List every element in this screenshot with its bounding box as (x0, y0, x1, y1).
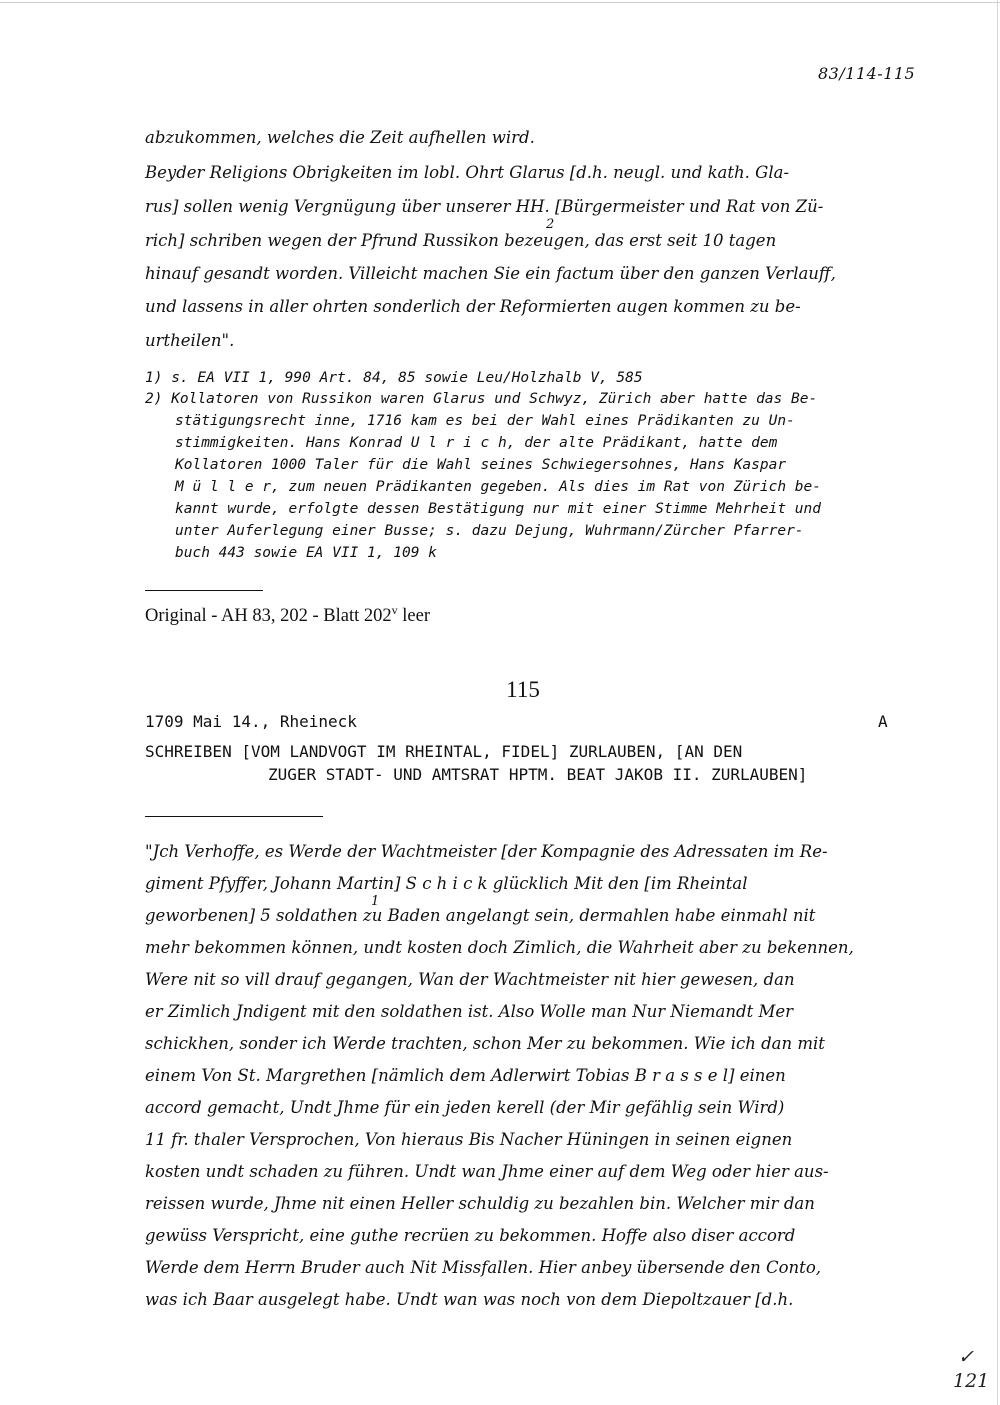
original-source-line (145, 603, 430, 627)
body-text-line: mehr bekommen können, undt kosten doch Zimlich, die Wahrheit aber zu bekennen, (145, 938, 854, 957)
handwritten-folio-number: 121 (953, 1370, 990, 1392)
prev-text-line: Beyder Religions Obrigkeiten im lobl. Ohrt Glarus [d.h. neugl. und kath. Gla- (145, 163, 790, 182)
original-text: Original - AH 83, 202 - Blatt 202 (145, 606, 392, 627)
footnote-line: buch 443 sowie EA VII 1, 109 k (175, 545, 437, 561)
body-text-line: kosten undt schaden zu führen. Undt wan Jhme einer auf dem Weg oder hier aus- (145, 1162, 829, 1181)
prev-text-line: rich] schriben wegen der Pfrund Russikon bezeugen, das erst seit 10 tagen (145, 231, 777, 250)
body-text-line: schickhen, sonder ich Werde trachten, schon Mer zu bekommen. Wie ich dan mit (145, 1034, 825, 1053)
footnote-line: 2) Kollatoren von Russikon waren Glarus und Schwyz, Zürich aber hatte das Be- (145, 391, 818, 407)
prev-text-line: rus] sollen wenig Vergnügung über unserer HH. [Bürgermeister und Rat von Zü- (145, 197, 824, 216)
footnote-line: kannt wurde, erfolgte dessen Bestätigung nur mit einer Stimme Mehrheit und (175, 501, 822, 517)
footnote-line: M ü l l e r, zum neuen Prädikanten gegeben. Als dies im Rat von Zürich be- (175, 479, 822, 495)
document-date-place: 1709 Mai 14., Rheineck (145, 712, 357, 731)
body-text-line: "Jch Verhoffe, es Werde der Wachtmeister [der Kompagnie des Adressaten im Re- (145, 842, 828, 861)
document-title-line: ZUGER STADT- UND AMTSRAT HPTM. BEAT JAKOB II. ZURLAUBEN] (268, 765, 808, 784)
prev-text-line: und lassens in aller ohrten sonderlich der Reformierten augen kommen zu be- (145, 297, 801, 316)
body-text-line: einem Von St. Margrethen [nämlich dem Adlerwirt Tobias B r a s s e l] einen (145, 1066, 786, 1085)
footnote-line: 1) s. EA VII 1, 990 Art. 84, 85 sowie Leu/Holzhalb V, 585 (145, 370, 643, 386)
body-text-line: geworbenen] 5 soldathen zu Baden angelangt sein, dermahlen habe einmahl nit (145, 906, 816, 925)
body-text-line: accord gemacht, Undt Jhme für ein jeden kerell (der Mir gefählig sein Wird) (145, 1098, 785, 1117)
document-category: A (878, 712, 888, 731)
footnote-ref: 2 (546, 217, 555, 232)
body-text-line: gewüss Verspricht, eine guthe recrüen zu bekommen. Hoffe also diser accord (145, 1226, 796, 1245)
body-text-line: Were nit so vill drauf gegangen, Wan der Wachtmeister nit hier gewesen, dan (145, 970, 795, 989)
body-text-line: er Zimlich Jndigent mit den soldathen ist. Also Wolle man Nur Niemandt Mer (145, 1002, 793, 1021)
footnote-line: stimmigkeiten. Hans Konrad U l r i c h, der alte Prädikant, hatte dem (175, 435, 778, 451)
separator-rule (145, 590, 263, 591)
scan-edge-right (997, 0, 998, 1405)
original-superscript: v (391, 603, 398, 617)
original-suffix: leer (397, 606, 431, 627)
prev-text-line: hinauf gesandt worden. Villeicht machen Sie ein factum über den ganzen Verlauff, (145, 264, 836, 283)
footnote-ref: 1 (371, 894, 380, 909)
footnote-line: stätigungsrecht inne, 1716 kam es bei der Wahl eines Prädikanten zu Un- (175, 413, 795, 429)
body-text-line: reissen wurde, Jhme nit einen Heller schuldig zu bezahlen bin. Welcher mir dan (145, 1194, 815, 1213)
body-text-line: giment Pfyffer, Johann Martin] S c h i c k glücklich Mit den [im Rheintal (145, 874, 748, 893)
footnote-line: Kollatoren 1000 Taler für die Wahl seines Schwiegersohnes, Hans Kaspar (175, 457, 787, 473)
prev-text-line: abzukommen, welches die Zeit aufhellen wird. (145, 128, 535, 147)
separator-rule (145, 816, 323, 817)
document-number: 115 (506, 677, 540, 702)
footnote-line: unter Auferlegung einer Busse; s. dazu Dejung, Wuhrmann/Zürcher Pfarrer- (175, 523, 804, 539)
handwritten-check-mark: ✓ (958, 1346, 974, 1368)
body-text-line: was ich Baar ausgelegt habe. Undt wan was noch von dem Diepoltzauer [d.h. (145, 1290, 794, 1309)
page-number: 83/114-115 (818, 64, 916, 83)
body-text-line: Werde dem Herrn Bruder auch Nit Missfallen. Hier anbey übersende den Conto, (145, 1258, 821, 1277)
scan-edge-top (0, 2, 1000, 3)
document-title-line: SCHREIBEN [VOM LANDVOGT IM RHEINTAL, FIDEL] ZURLAUBEN, [AN DEN (145, 742, 743, 761)
body-text-line: 11 fr. thaler Versprochen, Von hieraus Bis Nacher Hüningen in seinen eignen (145, 1130, 793, 1149)
prev-text-line: urtheilen". (145, 331, 235, 350)
